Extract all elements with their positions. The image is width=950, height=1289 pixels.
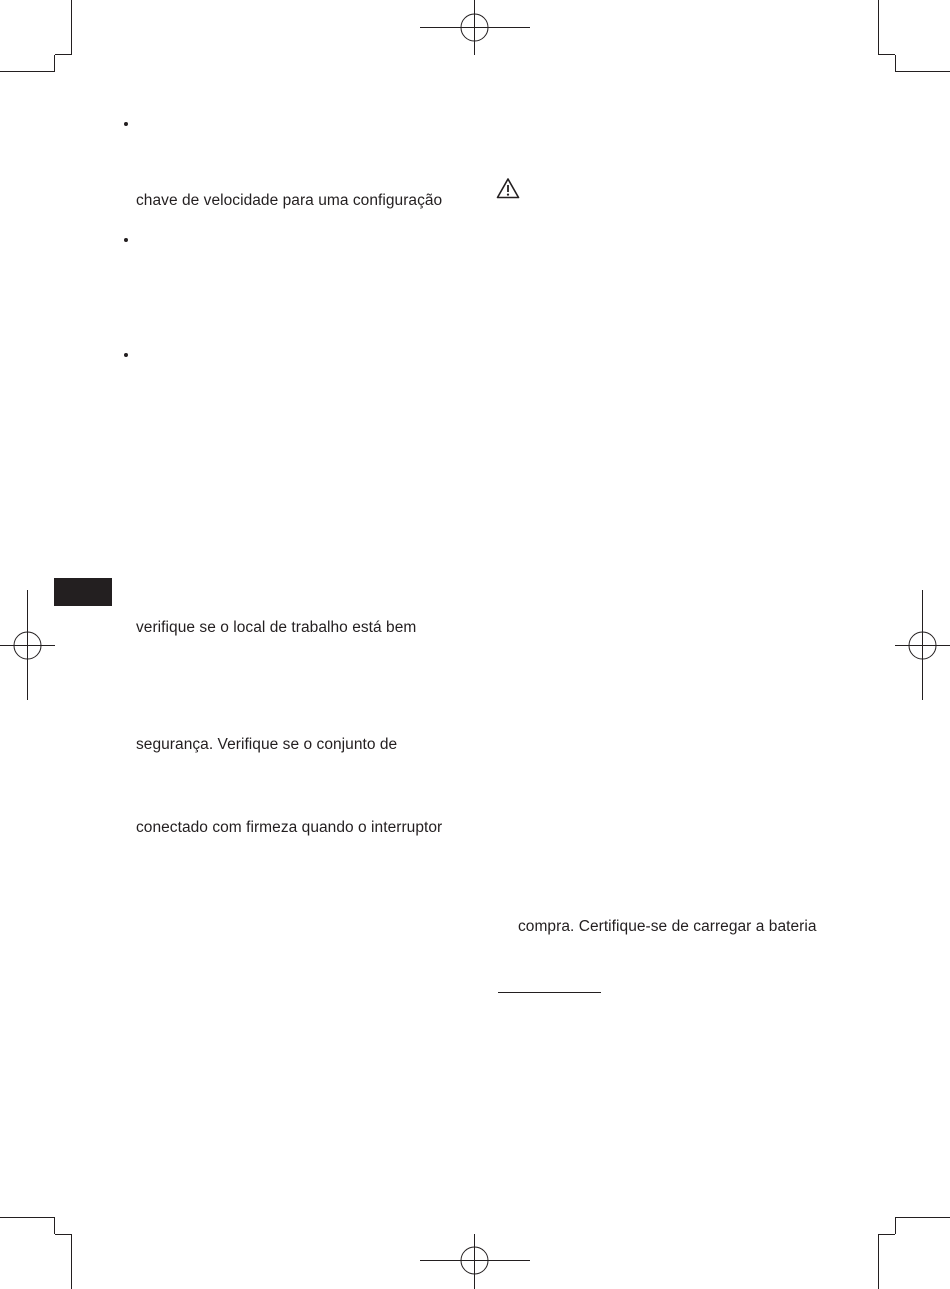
- bullet-marker: [124, 238, 128, 242]
- bullet-marker: [124, 353, 128, 357]
- body-text-line: segurança. Verifique se o conjunto de: [136, 736, 398, 753]
- body-text-line: conectado com firmeza quando o interruptor: [136, 819, 443, 836]
- body-text-line: chave de velocidade para uma configuração: [136, 192, 443, 209]
- footnote-rule: [498, 992, 601, 993]
- bullet-marker: [124, 122, 128, 126]
- warning-triangle-icon: [496, 177, 520, 199]
- body-text-line: compra. Certifique-se de carregar a bateria: [518, 918, 817, 935]
- body-text-line: verifique se o local de trabalho está bem: [136, 619, 417, 636]
- section-thumb-tab: [54, 578, 112, 606]
